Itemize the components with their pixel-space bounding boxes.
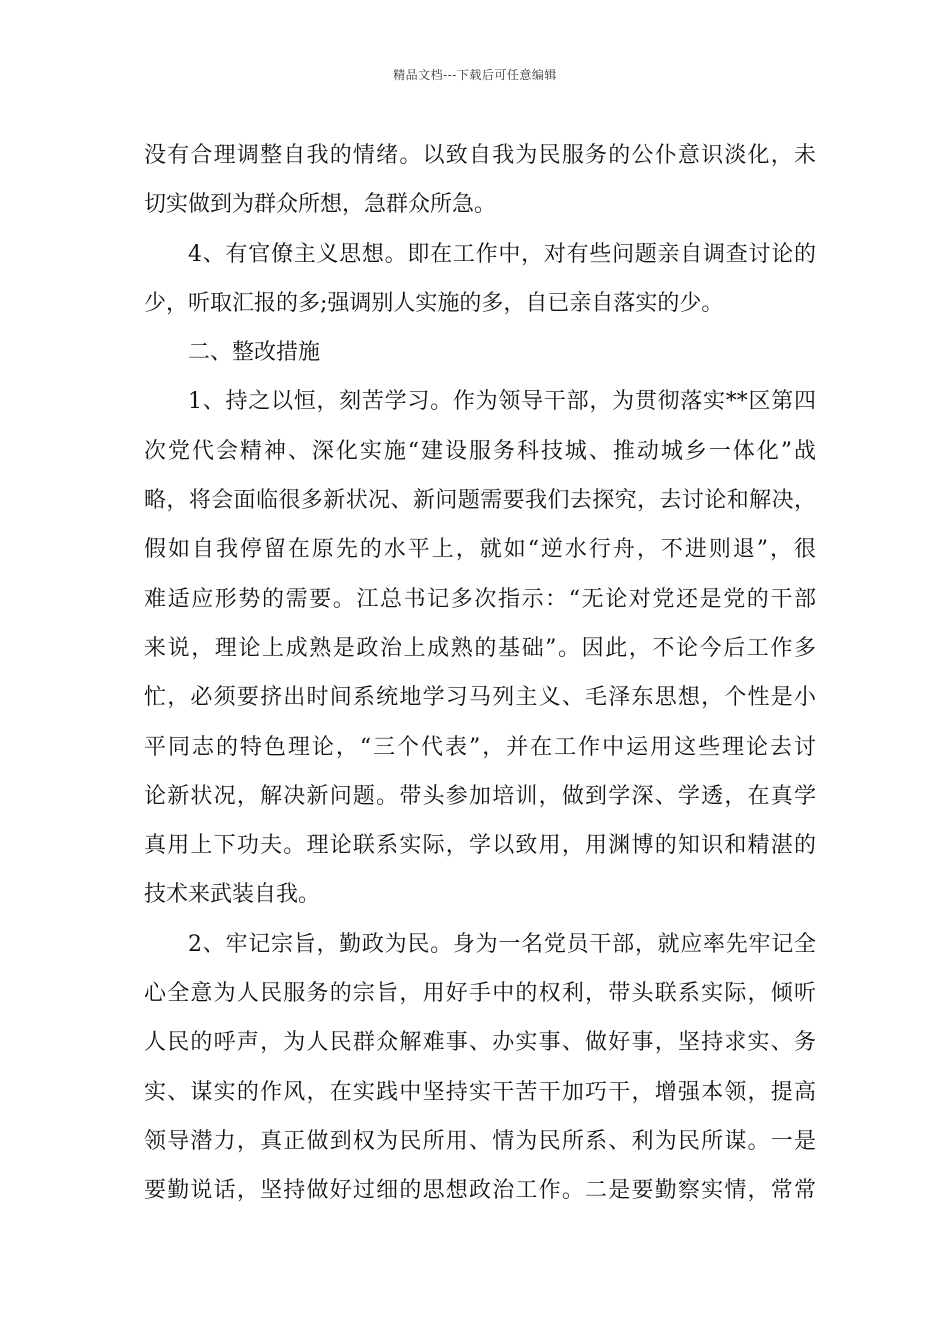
document-body: [144, 131, 816, 1216]
text-line: 假如自我停留在原先的水平上，就如“逆水行舟，不进则退”，很: [144, 537, 816, 563]
text-line: 4、有官僚主义思想。即在工作中，对有些问题亲自调查讨论的: [188, 241, 816, 267]
text-line: 平同志的特色理论，“三个代表”，并在工作中运用这些理论去讨: [144, 734, 816, 760]
text-line: 真用上下功夫。理论联系实际，学以致用，用渊博的知识和精湛的: [144, 833, 816, 859]
text-line: 心全意为人民服务的宗旨，用好手中的权利，带头联系实际，倾听: [144, 981, 816, 1007]
text-line: 来说，理论上成熟是政治上成熟的基础”。因此，不论今后工作多: [144, 635, 816, 661]
text-line: 人民的呼声，为人民群众解难事、办实事、做好事，坚持求实、务: [144, 1030, 816, 1056]
text-line: 论新状况，解决新问题。带头参加培训，做到学深、学透，在真学: [144, 783, 816, 809]
text-line: 切实做到为群众所想，急群众所急。: [144, 192, 497, 218]
page-header: 精品文档---下载后可任意编辑: [393, 68, 557, 82]
text-line: 1、持之以恒，刻苦学习。作为领导干部，为贯彻落实**区第四: [188, 389, 816, 415]
text-line: 难适应形势的需要。江总书记多次指示：“无论对党还是党的干部: [144, 586, 816, 612]
text-line: 没有合理调整自我的情绪。以致自我为民服务的公仆意识淡化，未: [144, 143, 816, 168]
text-line: 实、谋实的作风，在实践中坚持实干苦干加巧干，增强本领，提高: [144, 1079, 816, 1105]
text-line: 二、整改措施: [188, 340, 321, 366]
text-line: 领导潜力，真正做到权为民所用、情为民所系、利为民所谋。一是: [144, 1128, 816, 1154]
text-line: 技术来武装自我。: [144, 882, 321, 908]
text-line: 略，将会面临很多新状况、新问题需要我们去探究，去讨论和解决，: [144, 488, 816, 514]
text-line: 次党代会精神、深化实施“建设服务科技城、推动城乡一体化”战: [144, 438, 816, 464]
text-line: 忙，必须要挤出时间系统地学习马列主义、毛泽东思想，个性是小: [144, 685, 816, 711]
text-line: 要勤说话，坚持做好过细的思想政治工作。二是要勤察实情，常常: [144, 1178, 816, 1204]
text-line: 2、牢记宗旨，勤政为民。身为一名党员干部，就应率先牢记全: [188, 931, 816, 957]
text-line: 少，听取汇报的多;强调别人实施的多，自已亲自落实的少。: [144, 290, 724, 316]
